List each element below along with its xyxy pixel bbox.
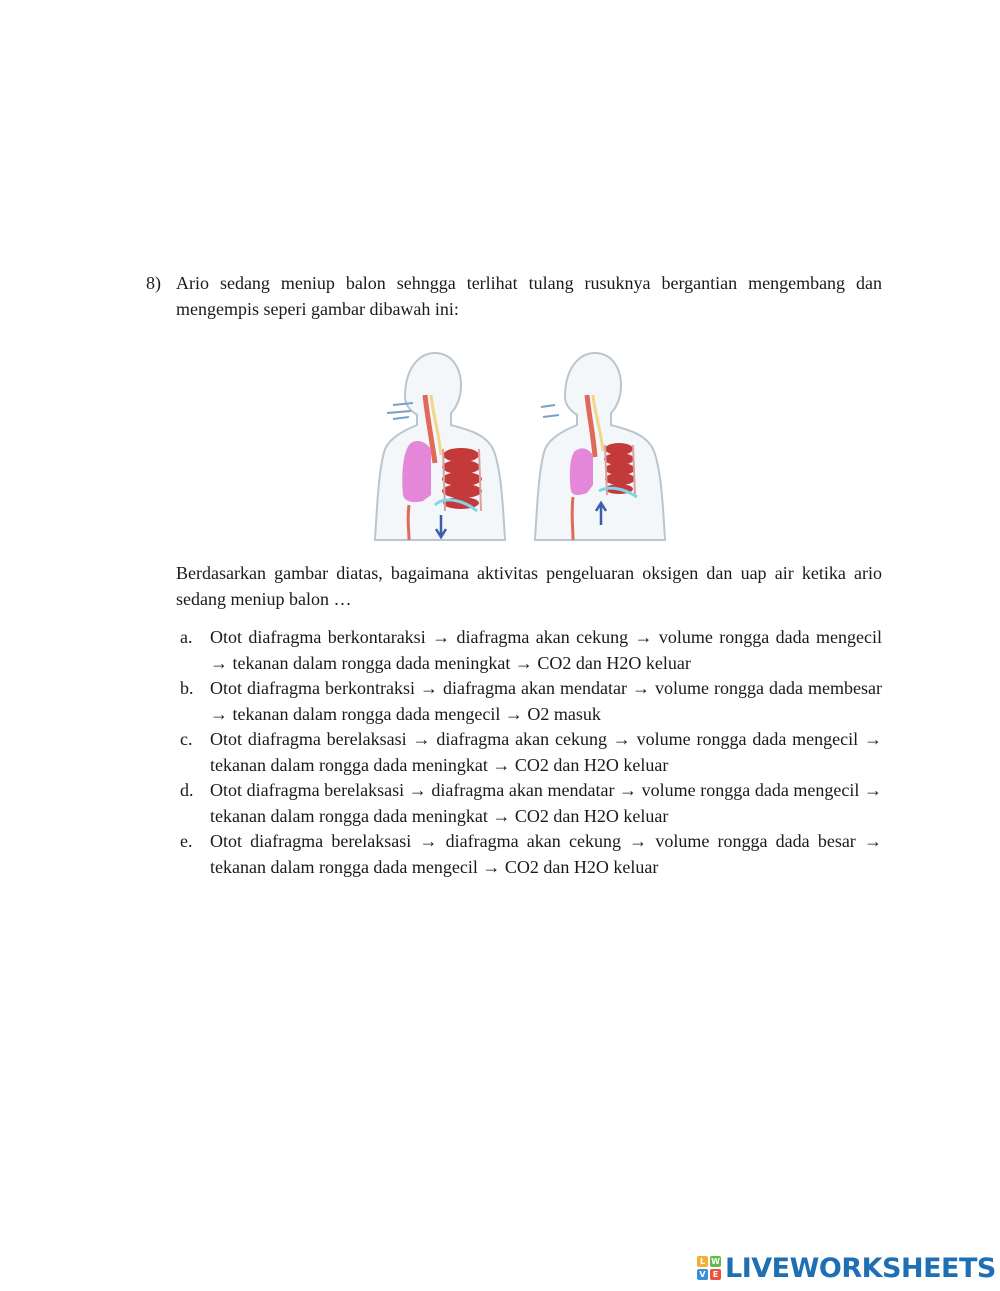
liveworksheets-logo[interactable] — [697, 1252, 996, 1284]
option-b[interactable] — [176, 676, 882, 727]
option-e[interactable] — [176, 829, 882, 880]
question-prompt: Berdasarkan gambar diatas, bagaimana aktivitas pengeluaran oksigen dan uap air ketika ario sedang meniup balon … — [176, 563, 882, 609]
breathing-diagram — [365, 345, 690, 550]
option-letter: d. — [180, 780, 194, 800]
option-d[interactable] — [176, 778, 882, 829]
option-letter: a. — [180, 627, 193, 647]
option-c[interactable] — [176, 727, 882, 778]
logo-square: E — [710, 1269, 721, 1280]
option-text: Otot diafragma berelaksasi → diafragma akan cekung → volume rongga dada mengecil → tekanan dalam rongga dada meningkat → CO2 dan H2O keluar — [210, 729, 882, 775]
logo-square: W — [711, 1257, 720, 1266]
answer-options — [176, 625, 882, 880]
option-a[interactable] — [176, 625, 882, 676]
option-text: Otot diafragma berkontaraksi → diafragma akan cekung → volume rongga dada mengecil → tekanan dalam rongga dada meningkat → CO2 dan H2O keluar — [210, 627, 882, 673]
logo-text: LIVEWORKSHEETS — [725, 1252, 996, 1284]
option-letter: e. — [180, 831, 193, 851]
logo-square: V — [697, 1269, 708, 1280]
option-letter: b. — [180, 678, 194, 698]
logo-square: L — [697, 1256, 708, 1267]
inhale-figure — [375, 353, 505, 540]
logo-icon — [697, 1256, 721, 1280]
option-text: Otot diafragma berelaksasi → diafragma akan mendatar → volume rongga dada mengecil → tekanan dalam rongga dada meningkat → CO2 dan H2O keluar — [210, 780, 882, 826]
exhale-figure — [535, 353, 665, 540]
question-8 — [146, 270, 882, 322]
option-text: Otot diafragma berkontraksi → diafragma akan mendatar → volume rongga dada membesar → tekanan dalam rongga dada mengecil → O2 masuk — [210, 678, 882, 724]
option-letter: c. — [180, 729, 193, 749]
option-text: Otot diafragma berelaksasi → diafragma akan cekung → volume rongga dada besar → tekanan dalam rongga dada mengecil → CO2 dan H2O keluar — [210, 831, 882, 877]
question-number: 8) — [146, 273, 161, 293]
question-text: Ario sedang meniup balon sehngga terlihat tulang rusuknya bergantian mengembang dan mengempis seperi gambar dibawah ini: — [176, 273, 882, 319]
